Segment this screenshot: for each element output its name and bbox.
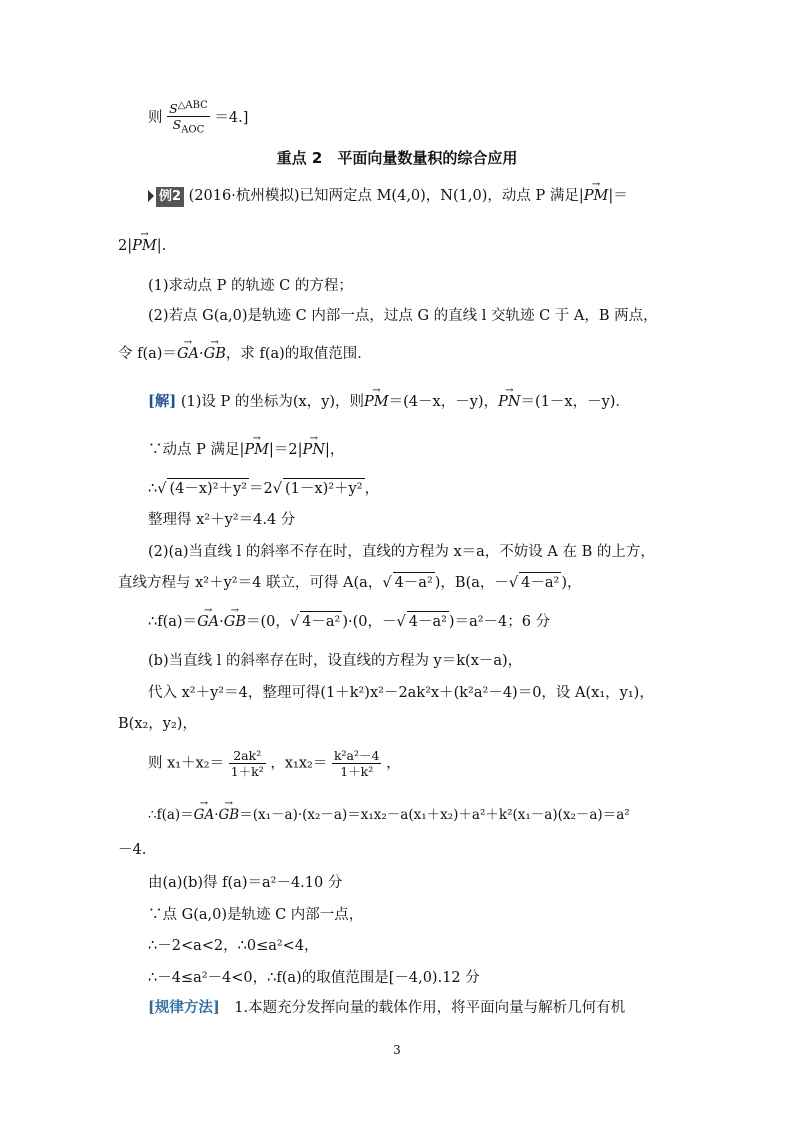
solution-line-9: 代入 x²＋y²＝4，整理可得(1＋k²)x²－2ak²x＋(k²a²－4)＝0，设 A(x₁，y₁)， [148,685,654,701]
vector-pn-2: → PN [302,440,324,460]
sol-l11-a: 则 x₁＋x₂＝ [148,755,225,772]
intro-suffix: ＝4.] [214,109,249,126]
sol-l2-b: |＝2| [268,442,303,458]
vector-gb-3: → GB [219,805,240,825]
question-2a: (2)若点 G(a,0)是轨迹 C 内部一点，过点 G 的直线 l 交轨迹 C 于 A，B 两点， [148,308,658,324]
intro-line [148,98,248,138]
solution-line-7: ∴f(a)＝→ GA·→ GB＝(0，√ 4－a² )·(0，－√ 4－a² )＝a²－4；6 分 [148,611,550,632]
frac2-den: 1＋k² [340,764,374,779]
frac1-den: 1＋k² [230,764,264,779]
sol-l7-b: ＝(0， [245,614,290,630]
triangle-marker-icon [148,190,154,202]
sol-l7-c: )·(0，－ [342,614,397,630]
sol-l11-c: ， [386,755,401,772]
sqrt-5: 4－a² [300,611,342,632]
frac1-num: 2ak² [229,748,266,764]
sol-l1-c: ＝(1－x，－y)． [520,394,630,410]
intro-prefix: 则 [148,109,163,126]
vector-gb-2: → GB [224,612,246,632]
vector-ga: → GA [177,344,199,364]
q2b-pre: 令 f(a)＝ [118,346,177,362]
den-sub: AOC [181,124,205,136]
example-text-1: (2016·杭州模拟)已知两定点 M(4,0)，N(1,0)，动点 P 满足| [188,188,584,204]
solution-line-11 [148,748,401,779]
solution-line-15: ∵点 G(a,0)是轨迹 C 内部一点， [148,907,364,923]
sol-l12-a: ∴f(a)＝ [148,807,194,823]
solution-line-6: 直线方程与 x²＋y²＝4 联立，可得 A(a，√ 4－a² )，B(a，－√ 4－a² )， [118,572,582,593]
vector-pm-4: → PM [244,440,269,460]
dot: · [199,346,204,362]
example-text-1-end: |＝ [608,188,628,204]
example-line-1 [148,186,628,207]
sol-l1-a: (1)设 P 的坐标为(x，y)，则 [180,394,365,410]
q2b-post: ，求 f(a)的取值范围． [225,346,372,362]
sol-l3-b: ＝2 [249,481,273,497]
question-2b [118,344,372,364]
fraction-2 [332,748,382,779]
sqrt-6: 4－a² [407,611,449,632]
vector-ga-3: → GA [194,805,215,825]
method-label: [规律方法] [148,999,220,1016]
sol-l6-b: )，B(a，－ [434,575,509,591]
frac2-num: k²a²－4 [333,748,380,763]
solution-line-14: 由(a)(b)得 f(a)＝a²－4.10 分 [148,875,343,891]
solution-line-4: 整理得 x²＋y²＝4.4 分 [148,512,296,528]
example-badge: 例2 [156,187,184,207]
fraction-1 [229,748,266,779]
sol-l2-c: |， [324,442,345,458]
vector-pm-3: → PM [364,392,389,412]
dot-2: · [219,614,224,630]
method-text: 1.本题充分发挥向量的载体作用，将平面向量与解析几何有机 [219,1000,626,1016]
sqrt-3: 4－a² [393,572,435,593]
solution-line-10: B(x₂，y₂)， [118,716,197,732]
sqrt-2: (1－x)²＋y² [283,478,365,499]
method-line [148,998,625,1018]
vector-pm: → PM [584,186,609,206]
example-text-2-end: |. [156,238,167,254]
sqrt-1: (4－x)²＋y² [167,478,249,499]
example-line-2 [118,236,166,256]
sol-l2-a: ∵动点 P 满足| [148,442,245,458]
example-text-2-pre: 2| [118,238,133,254]
solution-line-17: ∴－4≤a²－4<0，∴f(a)的取值范围是[－4,0).12 分 [148,970,480,986]
sol-l12-b: ＝(x₁－a)·(x₂－a)＝x₁x₂－a(x₁＋x₂)＋a²＋k²(x₁－a)(x₂－a)＝a² [239,807,630,823]
sol-l7-a: ∴f(a)＝ [148,614,198,630]
num-sub: △ABC [177,100,208,111]
num-s: S [169,101,178,117]
solution-line-5: (2)(a)当直线 l 的斜率不存在时，直线的方程为 x＝a，不妨设 A 在 B 的上方， [148,544,655,560]
solution-line-8: (b)当直线 l 的斜率存在时，设直线的方程为 y＝k(x－a)， [148,653,523,669]
sol-l6-a: 直线方程与 x²＋y²＝4 联立，可得 A(a， [118,575,383,591]
sqrt-4: 4－a² [519,572,561,593]
solution-line-2 [148,440,344,460]
solution-line-12 [148,805,630,825]
den-s: S [172,117,182,133]
sol-l7-d: )＝a²－4；6 分 [448,614,551,630]
intro-fraction [167,98,210,138]
solution-line-13: －4. [118,842,147,858]
section-title: 重点 2 平面向量数量积的综合应用 [276,149,518,167]
solution-line-16: ∴－2<a<2，∴0≤a²<4， [148,938,319,954]
sol-l3-c: ， [364,481,380,497]
vector-pm-2: → PM [132,236,157,256]
vector-ga-2: → GA [197,612,219,632]
solution-line-3: ∴√ (4－x)²＋y² ＝2√ (1－x)²＋y² ， [148,478,379,499]
question-1: (1)求动点 P 的轨迹 C 的方程； [148,278,353,294]
sol-l6-c: )， [561,575,582,591]
sol-l1-b: ＝(4－x，－y)， [388,394,499,410]
vector-pn: → PN [498,392,520,412]
solution-line-1 [148,392,630,412]
solution-label: [解] [148,393,177,410]
sol-l3-a: ∴ [148,481,158,497]
vector-gb: → GB [204,344,226,364]
page-number: 3 [393,1043,401,1057]
dot-3: · [214,807,219,823]
sol-l11-b: ，x₁x₂＝ [270,755,328,772]
